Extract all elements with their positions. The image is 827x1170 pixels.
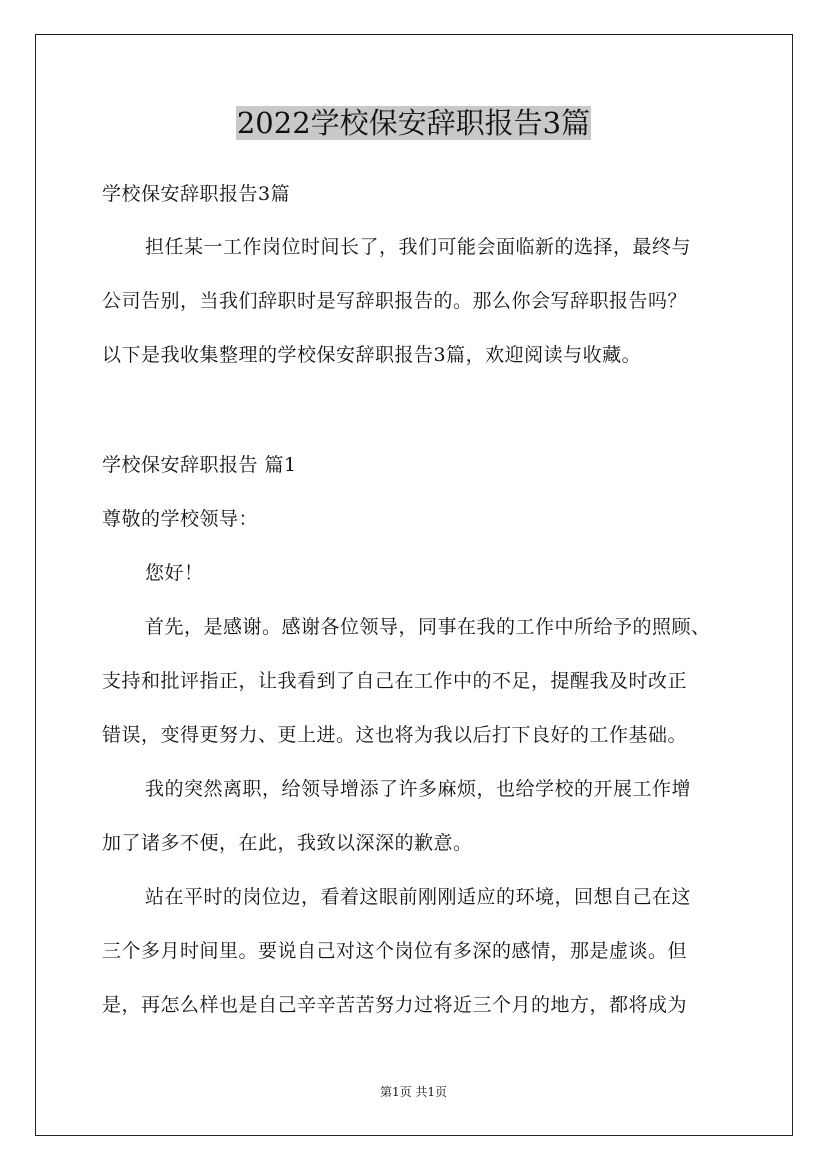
paragraph2-line-1: 我的突然离职，给领导增添了许多麻烦，也给学校的开展工作增: [145, 778, 692, 800]
document-title: 2022学校保安辞职报告3篇: [236, 106, 591, 140]
paragraph2-line-2: 加了诸多不便，在此，我致以深深的歉意。: [102, 832, 473, 854]
intro-line-3: 以下是我收集整理的学校保安辞职报告3篇，欢迎阅读与收藏。: [102, 344, 642, 366]
paragraph1-line-3: 错误，变得更努力、更上进。这也将为我以后打下良好的工作基础。: [102, 724, 688, 746]
section-heading: 学校保安辞职报告 篇1: [102, 454, 297, 476]
intro-line-2: 公司告别，当我们辞职时是写辞职报告的。那么你会写辞职报告吗？: [102, 290, 688, 312]
paragraph1-line-2: 支持和批评指正，让我看到了自己在工作中的不足，提醒我及时改正: [102, 670, 688, 692]
subtitle: 学校保安辞职报告3篇: [102, 183, 291, 205]
salutation: 尊敬的学校领导：: [102, 508, 259, 530]
paragraph3-line-2: 三个多月时间里。要说自己对这个岗位有多深的感情，那是虚谈。但: [102, 940, 688, 962]
paragraph1-line-1: 首先，是感谢。感谢各位领导，同事在我的工作中所给予的照顾、: [145, 616, 711, 638]
document-title-container: [0, 103, 827, 143]
intro-line-1: 担任某一工作岗位时间长了，我们可能会面临新的选择，最终与: [145, 236, 692, 258]
greeting: 您好！: [145, 562, 204, 584]
paragraph3-line-3: 是，再怎么样也是自己辛辛苦苦努力过将近三个月的地方，都将成为: [102, 994, 688, 1016]
paragraph3-line-1: 站在平时的岗位边，看着这眼前刚刚适应的环境，回想自己在这: [145, 886, 692, 908]
page-footer: 第1页 共1页: [379, 1085, 448, 1099]
